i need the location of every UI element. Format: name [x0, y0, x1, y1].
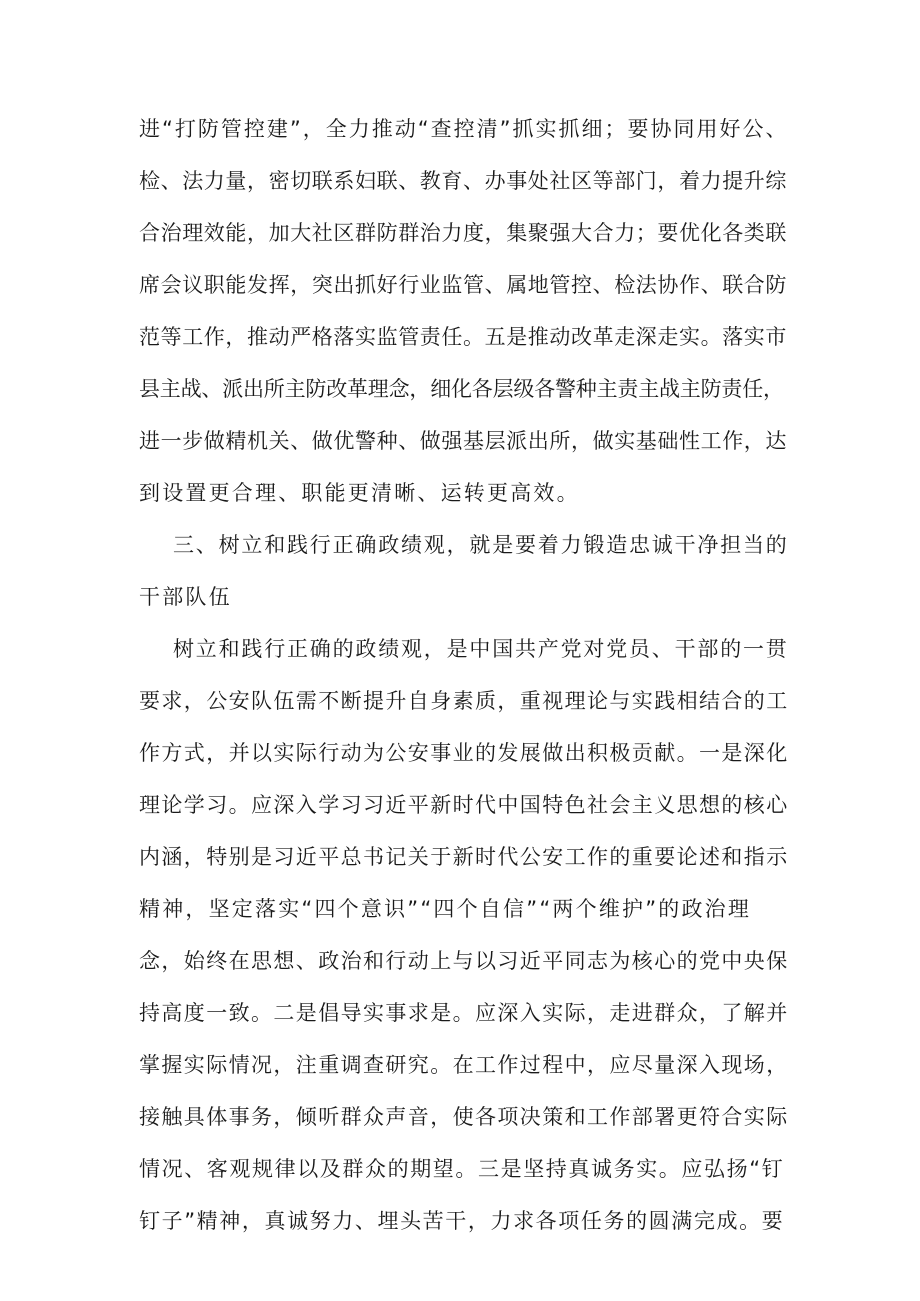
text-line: 持高度一致。二是倡导实事求是。应深入实际，走进群众，了解并 — [139, 1001, 789, 1025]
text-line: 范等工作，推动严格落实监管责任。五是推动改革走深走实。落实市 — [139, 325, 787, 349]
heading-line: 干部队伍 — [139, 585, 232, 609]
text-line: 内涵，特别是习近平总书记关于新时代公安工作的重要论述和指示 — [139, 845, 789, 869]
text-line: 到设置更合理、职能更清晰、运转更高效。 — [139, 481, 580, 505]
text-line: 要求，公安队伍需不断提升自身素质，重视理论与实践相结合的工 — [139, 689, 789, 713]
text-line: 县主战、派出所主防改革理念，细化各层级各警种主责主战主防责任， — [139, 377, 784, 401]
text-line: 念，始终在思想、政治和行动上与以习近平同志为核心的党中央保 — [139, 949, 789, 973]
text-line: 树立和践行正确的政绩观，是中国共产党对党员、干部的一贯 — [173, 637, 789, 661]
text-line: 情况、客观规律以及群众的期望。三是坚持真诚务实。应弘扬“钉 — [139, 1157, 785, 1181]
text-line: 席会议职能发挥，突出抓好行业监管、属地管控、检法协作、联合防 — [139, 273, 787, 297]
text-line: 钉子”精神，真诚努力、埋头苦干，力求各项任务的圆满完成。要 — [139, 1209, 785, 1233]
text-line: 合治理效能，加大社区群防群治力度，集聚强大合力；要优化各类联 — [139, 221, 787, 245]
text-line: 进“打防管控建”，全力推动“查控清”抓实抓细；要协同用好公、 — [139, 117, 789, 141]
heading-line: 三、树立和践行正确政绩观，就是要着力锻造忠诚干净担当的 — [173, 533, 789, 557]
text-line: 精神，坚定落实“四个意识”“四个自信”“两个维护”的政治理 — [139, 897, 752, 921]
text-line: 接触具体事务，倾听群众声音，使各项决策和工作部署更符合实际 — [139, 1105, 789, 1129]
text-line: 掌握实际情况，注重调查研究。在工作过程中，应尽量深入现场， — [139, 1053, 789, 1077]
text-line: 检、法力量，密切联系妇联、教育、办事处社区等部门，着力提升综 — [139, 169, 787, 193]
text-line: 理论学习。应深入学习习近平新时代中国特色社会主义思想的核心 — [139, 793, 789, 817]
text-line: 进一步做精机关、做优警种、做强基层派出所，做实基础性工作，达 — [139, 429, 787, 453]
text-line: 作方式，并以实际行动为公安事业的发展做出积极贡献。一是深化 — [139, 741, 789, 765]
